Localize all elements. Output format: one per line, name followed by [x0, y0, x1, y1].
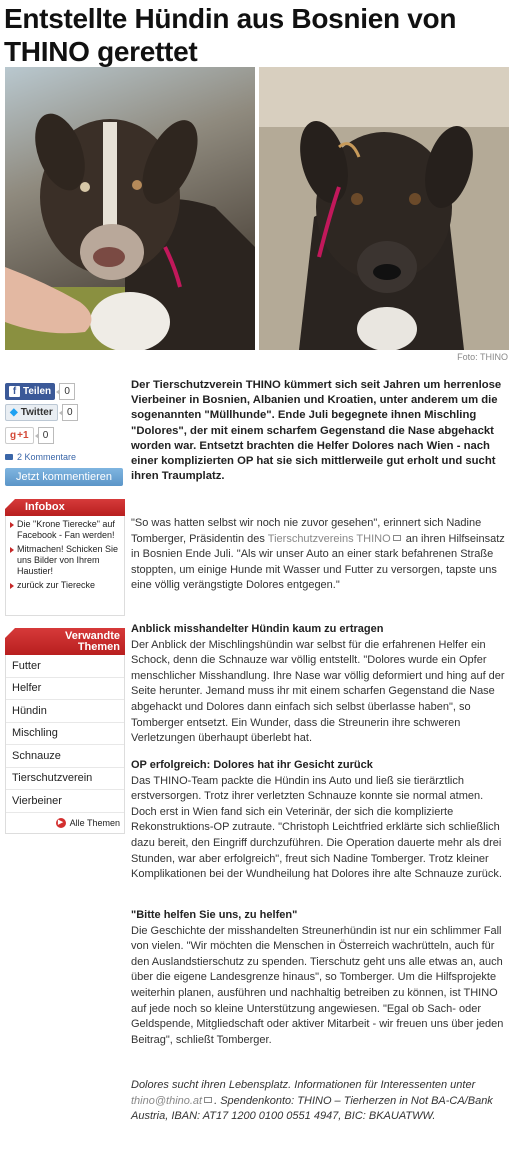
infobox-item-submit-photos[interactable]: Mitmachen! Schicken Sie uns Bilder von Ihrem Haustier! [6, 544, 124, 577]
twitter-share-count: 0 [62, 404, 78, 421]
paragraph-1-text-b: an ihren Hilfseinsatz in Bosnien Ende Juli. "Als wir unser Auto an einer stark befahrenen Straße stoppten, um einige Hunde mit Wasser und Futter zu versorgen, tapste uns eine völlig verängstigte Dolores entgegen." [131, 532, 505, 592]
infobox-corner [5, 499, 15, 509]
contact-paragraph [131, 1078, 509, 1125]
all-topics-link[interactable] [6, 813, 124, 833]
twitter-share [5, 404, 78, 421]
section-2-text: Der Anblick der Mischlingshündin war selbst für die erfahrenen Helfer ein Schock, denn die Schnauze war völlig entstellt. "Dolores wurde ein Opfer menschlicher Misshandlung. Ihre Nase war völlig deformiert und hing auf der Seite herunter. Jemand muss ihr mit einem scharfen Gegenstand die Nase abgehackt und Dolores dann einfach sich selbst überlasse haben", so Tomberger entsetzt. Ein Wunder, dass die Streunerin ihre schweren Verletzungen überhaupt überlebt hat. [131, 638, 505, 745]
section-4 [131, 908, 509, 1048]
contact-text-b: . Spendenkonto: THINO – Tierherzen in Not BA-CA/Bank Austria, IBAN: AT17 1200 0100 0551 4947, BIC: BKAUATWW. [131, 1094, 493, 1123]
comment-bubble-icon [5, 454, 13, 460]
external-link-icon [204, 1097, 212, 1103]
dog-after-illustration [259, 67, 509, 350]
paragraph-1-text-a: "So was hatten selbst wir noch nie zuvor gesehen", erinnert sich Nadine Tomberger, Präsidentin des [131, 517, 482, 545]
facebook-icon: f [9, 386, 20, 397]
topic-link[interactable]: Helfer [6, 678, 124, 701]
gplus-share [5, 427, 54, 444]
section-4-heading: "Bitte helfen Sie uns, zu helfen" [131, 909, 298, 921]
facebook-share-label: Teilen [23, 386, 52, 397]
article-lead: Der Tierschutzverein THINO kümmert sich seit Jahren um herrenlose Vierbeiner in Bosnien, Albanien und Kroatien, unter anderem um die sogenannten "Müllhunde". Ende Juli begegnete ihnen Mischling "Dolores", der mit einem scharfem Gegenstand die Nase abgehackt worden war. Entsetzt brachten die Helfer Dolores nach Wien - nach einer komplizierten OP hat sie sich mittlerweile gut erholt und sucht ihren Traumplatz. [131, 379, 502, 483]
gplus-icon: g [10, 430, 17, 441]
dog-before-illustration [5, 67, 255, 350]
topic-link[interactable]: Vierbeiner [6, 790, 124, 813]
facebook-share-count: 0 [59, 383, 75, 400]
topic-link[interactable]: Mischling [6, 723, 124, 746]
infobox-item-facebook[interactable]: Die "Krone Tierecke" auf Facebook - Fan werden! [6, 519, 124, 541]
section-2 [131, 622, 509, 747]
twitter-share-label: Twitter [20, 407, 53, 418]
twitter-bird-icon: ◆ [10, 407, 18, 418]
topic-link[interactable]: Futter [6, 655, 124, 678]
infobox-list [5, 516, 125, 616]
dog-photo-before [5, 67, 255, 350]
gplus-button[interactable] [5, 427, 34, 444]
comment-now-button[interactable]: Jetzt kommentieren [5, 468, 123, 486]
topic-link[interactable]: Tierschutzverein [6, 768, 124, 791]
section-2-heading: Anblick misshandelter Hündin kaum zu ertragen [131, 623, 384, 635]
topic-link[interactable]: Hündin [6, 700, 124, 723]
article-title: Entstellte Hündin aus Bosnien von THINO gerettet [4, 3, 457, 67]
email-link[interactable]: thino@thino.at [131, 1094, 203, 1107]
thino-link[interactable]: Tierschutzvereins THINO [267, 532, 391, 545]
section-3-text: Das THINO-Team packte die Hündin ins Auto und ließ sie tierärztlich erstversorgen. Trotz ihrer verletzten Schnauze konnte sie normal atmen. Doch erst in Wien fand sich ein Veterinär, der sich die komplizierte Rekonstruktions-OP zutraute. "Christoph Leichtfried erklärte sich schließlich dazu bereit, den Eingriff durchzuführen. Die Operation dauerte mehr als drei Stunden, war aber erfolgreich", freut sich Nadine Tomberger. Trotz kleiner Komplikationen bei der Wundheilung hat Dolores ihre alte Schnauze zurück. [131, 774, 502, 881]
photo-credit: Foto: THINO [457, 352, 508, 362]
arrow-right-icon: ▶ [56, 818, 66, 828]
topic-link[interactable]: Schnauze [6, 745, 124, 768]
gplus-label: +1 [17, 430, 29, 441]
section-3 [131, 758, 509, 883]
infobox-header [5, 499, 125, 516]
related-corner [5, 628, 15, 638]
section-3-heading: OP erfolgreich: Dolores hat ihr Gesicht zurück [131, 759, 373, 771]
comments-count-label: 2 Kommentare [17, 452, 77, 462]
facebook-share [5, 383, 75, 400]
dog-photo-after [259, 67, 509, 350]
related-title-line2: Themen [77, 641, 120, 653]
related-topics-list [5, 655, 125, 834]
related-title-line1: Verwandte [64, 630, 120, 642]
contact-text-a: Dolores sucht ihren Lebensplatz. Informationen für Interessenten unter [131, 1079, 476, 1091]
gplus-count: 0 [38, 427, 54, 444]
facebook-share-button[interactable] [5, 383, 55, 400]
twitter-share-button[interactable] [5, 404, 58, 421]
related-topics-header [5, 628, 125, 655]
comments-link[interactable] [5, 452, 76, 462]
infobox-title: Infobox [25, 501, 65, 513]
all-topics-label: Alle Themen [69, 817, 120, 828]
external-link-icon [393, 535, 401, 541]
paragraph-1 [131, 516, 509, 594]
infobox-item-back[interactable]: zurück zur Tierecke [6, 580, 124, 591]
section-4-text: Die Geschichte der misshandelten Streunerhündin ist nur ein schlimmer Fall von vielen. "Wir möchten die Menschen in Österreich wachrütteln, auch für den Auslandstierschutz zu spenden. Tierschutz geht uns alle etwas an, auch über die eigene Landesgrenze hinaus", so Tomberger. Um die Hilfsprojekte weiterhin planen, ausführen und nachhaltig betreiben zu können, ist THINO auf jede noch so kleine Unterstützung angewiesen. "Egal ob Sach- oder Geldspende, Mitgliedschaft oder aktiver Mitarbeit - wir freuen uns über jeden Beitrag", schließt Tomberger. [131, 924, 504, 1046]
